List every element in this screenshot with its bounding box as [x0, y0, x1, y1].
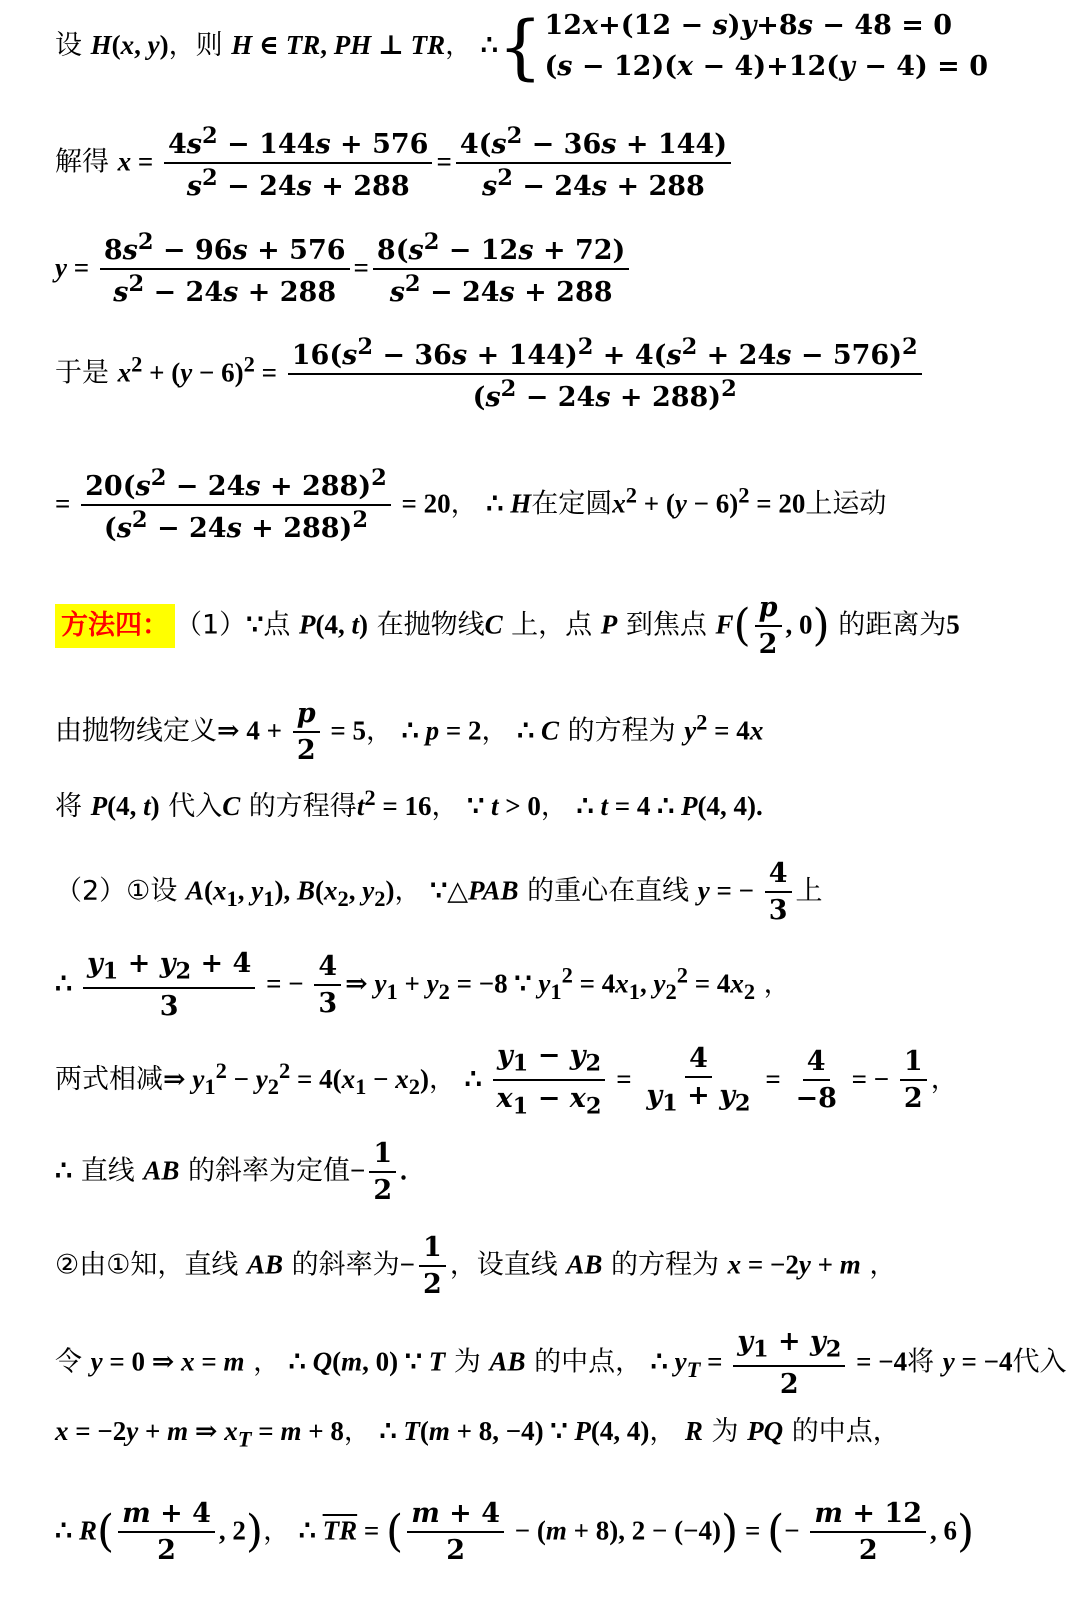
line-16: ∴ R( $\frac{m + 4}{2}$ , 2)， ∴ $\overline{TR}$ = ( $\frac{m + 4}{2}$ − (m + 8), 2 − (−4)) = (− $\frac{m + 12}{2}$ , 6)	[55, 1498, 975, 1567]
line-6: 方法四： （1）∵点 P(4, t) 在抛物线C 上，点 P 到焦点 F( $\frac{p}{2}$ , 0) 的距离为5	[55, 592, 1070, 660]
line-3: y = $\frac{8s^2 - 96s + 576}{s^2 - 24s + 288}$ = $\frac{8(s^2 - 12s + 72)}{s^2 - 24s + 288}$	[55, 230, 1070, 308]
line-9: （2）①设 $A(x_1$, $y_1$), $B(x_2$, $y_2$)， ∵△PAB 的重心在直线 y = − $\frac{4}{3}$ 上	[55, 858, 823, 927]
line-15: x = −2y + m ⇒ $x_T = m + 8$， ∴ T(m + 8, −4) ∵ P(4, 4)， R 为 PQ 的中点，	[55, 1416, 900, 1452]
line-5: = $\frac{20(s^2 - 24s + 288)^2}{(s^2 - 24s + 288)^2}$ = 20， ∴ H在定圆$x^2 + (y - 6)^2 = 20$上运动	[55, 465, 887, 545]
line-7: 由抛物线定义⇒ 4 + $\frac{p}{2}$ = 5， ∴ p = 2， ∴ C 的方程为 $y^2 = 4x$	[55, 698, 764, 767]
line-13: ②由①知，直线 AB 的斜率为− $\frac{1}{2}$ ，设直线 AB 的方程为 x = −2y + m ，	[55, 1232, 897, 1301]
line-12: ∴ 直线 AB 的斜率为定值− $\frac{1}{2}$ .	[55, 1138, 407, 1207]
line-4: 于是 $x^2 + (y - 6)^2$ = $\frac{16(s^2 - 36s + 144)^2 + 4(s^2 + 24s - 576)^2}{(s^2 - 24s + 288)^2}$	[55, 335, 1070, 413]
line-2: 解得 x = $\frac{4s^2 - 144s + 576}{s^2 - 24s + 288}$ = $\frac{4(s^2 - 36s + 144)}{s^2 - 24s + 288}$	[55, 124, 1070, 202]
line-8: 将 P(4, t) 代入C 的方程得$t^2 = 16$， ∵ t > 0， ∴ t = 4 ∴ P(4, 4).	[55, 785, 763, 822]
line-11: 两式相减⇒ $y_1^2 - y_2^2 = 4(x_1 - x_2)$， ∴ $\frac{y_1 - y_2}{x_1 - x_2}$ = $\frac{4}{y_1 + y_2}$ = $\frac{4}{-8}$ = − $\frac{1}{2}$ ，	[55, 1040, 958, 1120]
line-1: 设 H(x, y)，则 H ∈ TR, PH ⊥ TR， ∴ { 12x+(12 − s)y+8s − 48 = 0 (s − 12)(x − 4)+12(y − 4) = 0	[55, 5, 988, 88]
line-10: ∴ $\frac{y_1 + y_2 + 4}{3}$ = − $\frac{4}{3}$ ⇒ $y_1 + y_2 = -8$ ∵ $y_1^2 = 4x_1$, $y_2^2 = 4x_2$ ，	[55, 948, 791, 1023]
line-14: 令 y = 0 ⇒ x = m ， ∴ Q(m, 0) ∵ T 为 AB 的中点， ∴ $y_T$ = $\frac{y_1 + y_2}{2}$ = −4将 y = −4代入	[55, 1326, 1067, 1401]
